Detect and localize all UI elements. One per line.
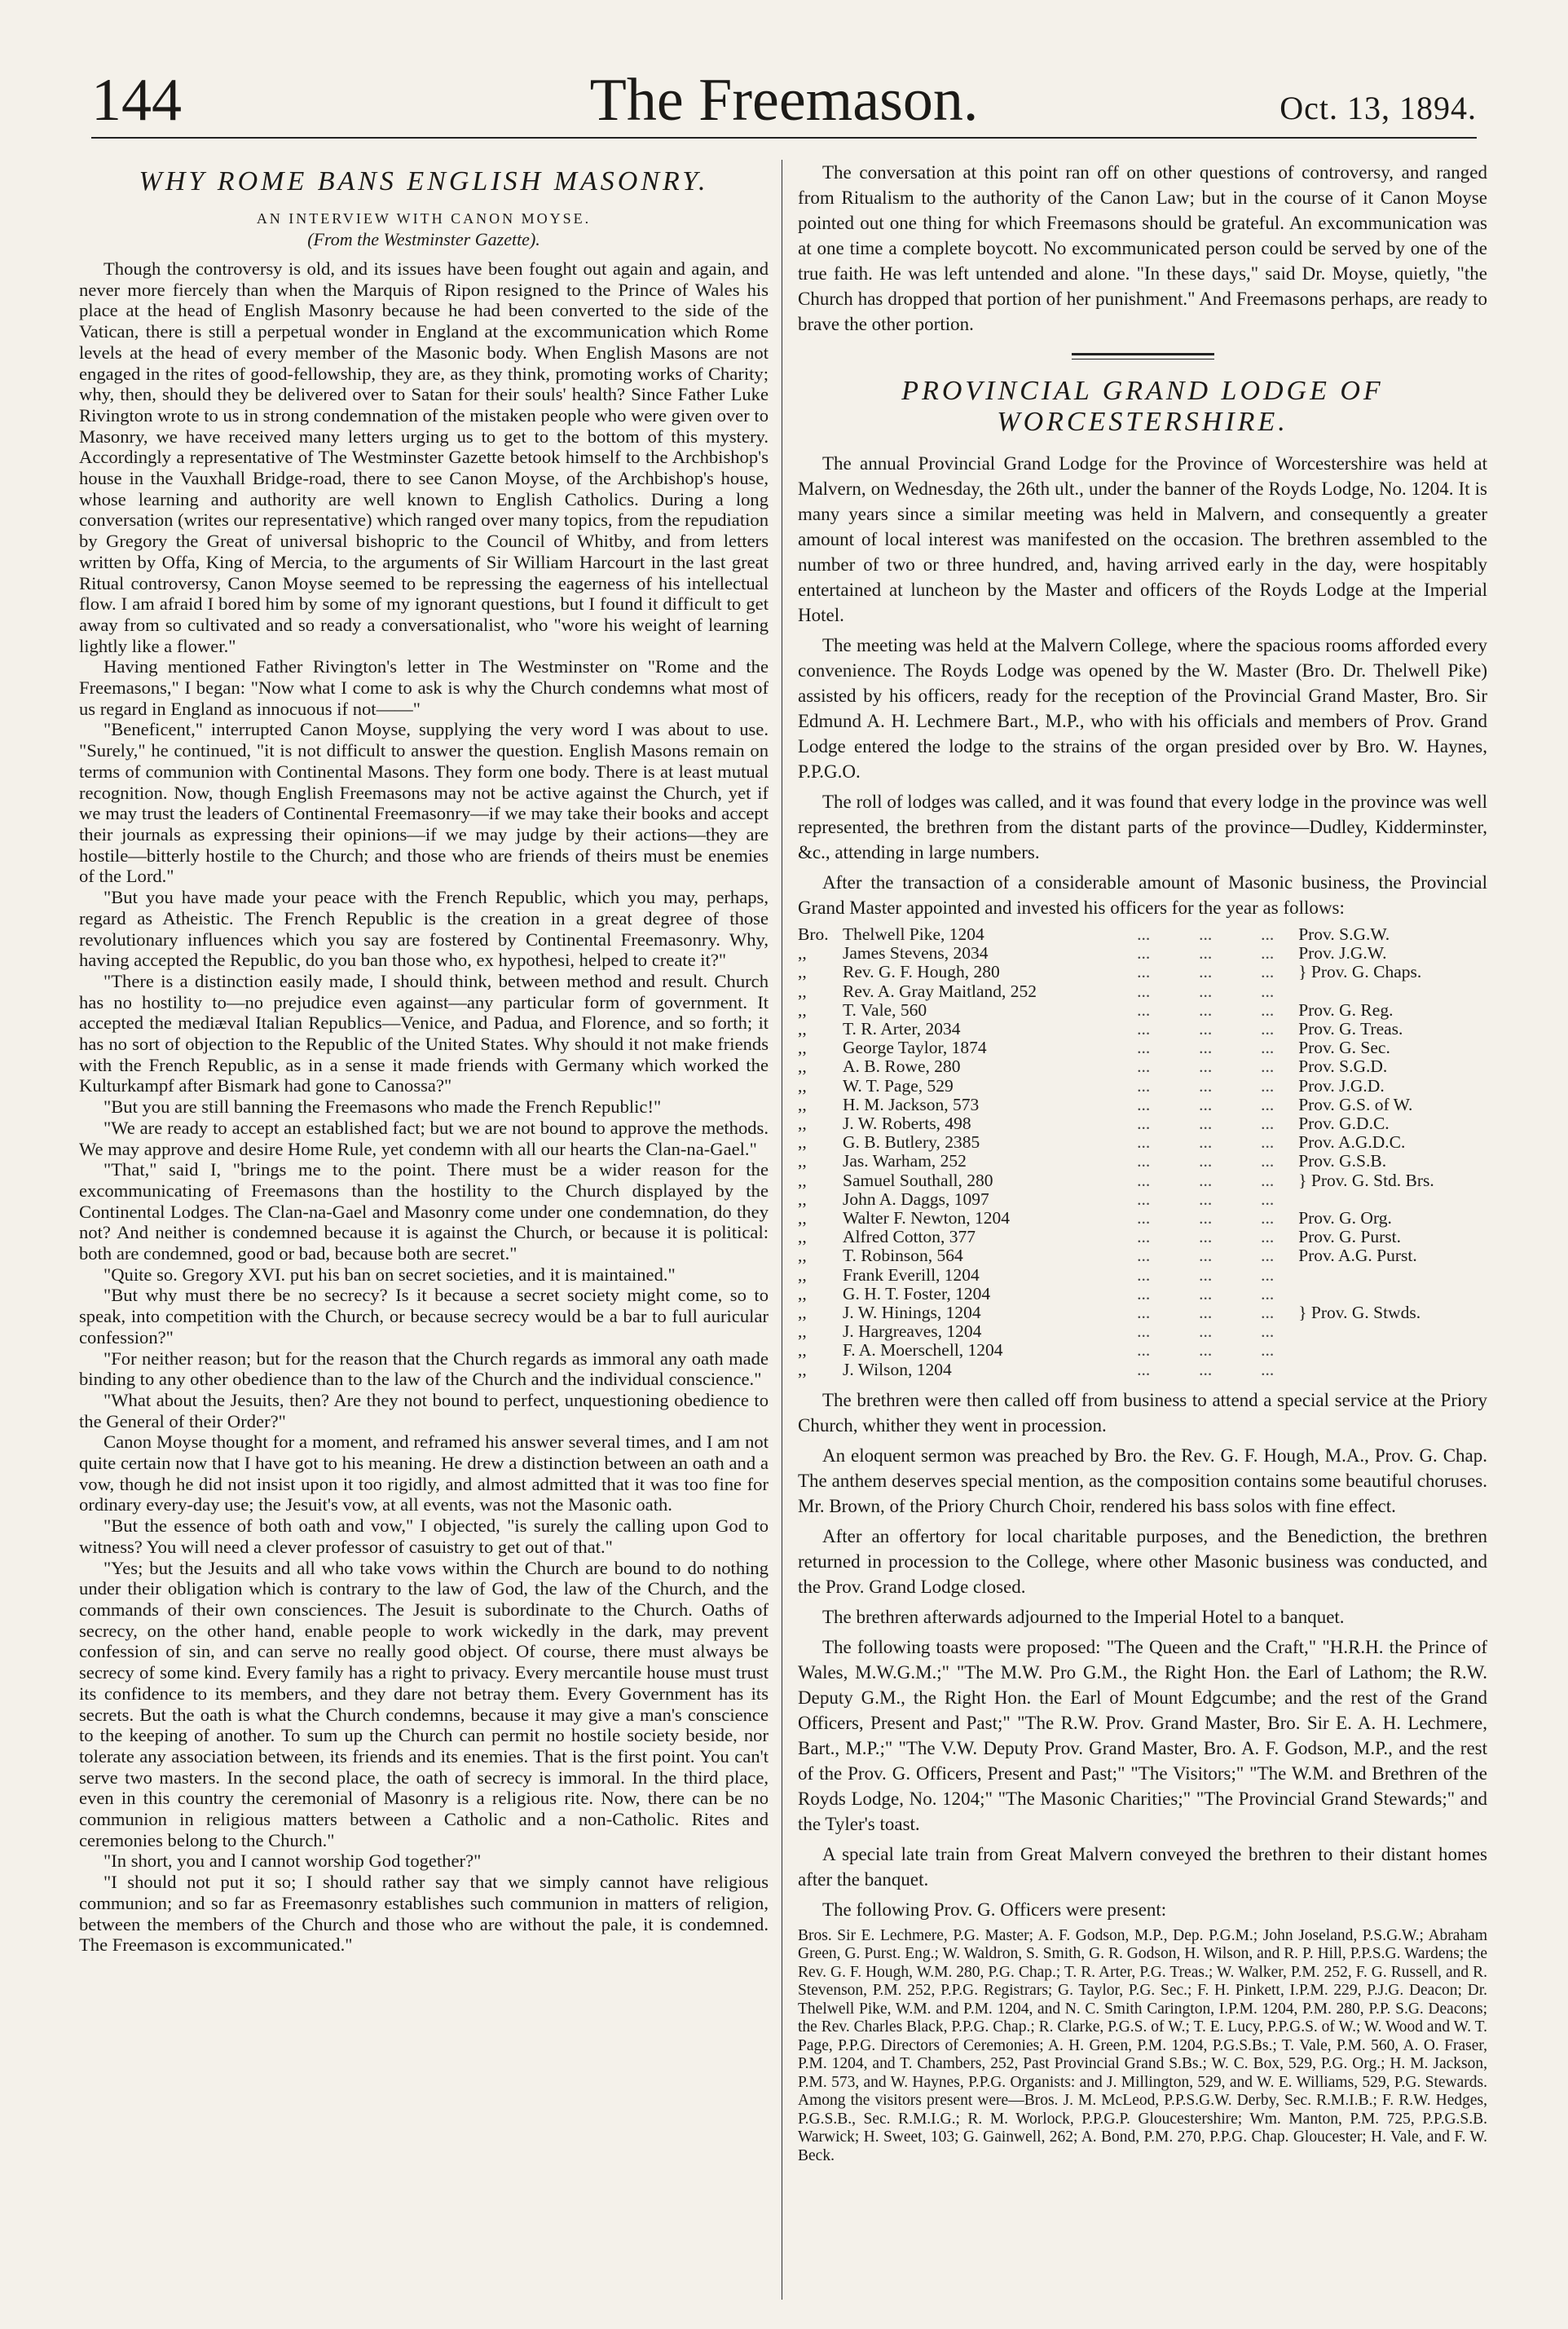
officer-office: Prov. A.G.D.C. bbox=[1298, 1132, 1406, 1153]
leader-dots: ... bbox=[1137, 981, 1151, 1001]
leader-dots: ... bbox=[1199, 1246, 1213, 1266]
leader-dots: ... bbox=[1137, 1264, 1151, 1285]
officer-row bbox=[798, 1133, 1487, 1152]
publication-title: The Freemason. bbox=[589, 67, 979, 134]
leader-dots: ... bbox=[1199, 1132, 1213, 1153]
officer-name: T. Robinson, 564 bbox=[843, 1246, 963, 1266]
officer-name: G. H. T. Foster, 1204 bbox=[843, 1283, 991, 1303]
officer-name: J. Wilson, 1204 bbox=[843, 1359, 952, 1379]
officer-office bbox=[1298, 1341, 1487, 1360]
officer-prefix: ,, bbox=[798, 1321, 807, 1342]
officer-row bbox=[798, 1190, 1487, 1209]
officer-office: } Prov. G. Std. Brs. bbox=[1298, 1170, 1434, 1190]
right-column bbox=[798, 160, 1487, 2300]
leader-dots: ... bbox=[1261, 943, 1275, 964]
officer-row bbox=[798, 1361, 1487, 1379]
officer-row bbox=[798, 1114, 1487, 1133]
report-paragraph: After the transaction of a considerable amount of Masonic business, the Provincial Grand Master appointed and invested his officers for the year as follows: bbox=[798, 872, 1487, 918]
officer-row bbox=[798, 1152, 1487, 1171]
officer-row bbox=[798, 1228, 1487, 1246]
report-paragraph: The following Prov. G. Officers were present: bbox=[822, 1899, 1167, 1920]
officer-office: Prov. J.G.W. bbox=[1298, 943, 1387, 964]
article-paragraph: "But the essence of both oath and vow," I objected, "is surely the calling upon God to witness? You will need a clever professor of casuistry to get out of that." bbox=[79, 1515, 769, 1557]
leader-dots: ... bbox=[1137, 1094, 1151, 1114]
officer-row bbox=[798, 963, 1487, 981]
leader-dots: ... bbox=[1137, 1321, 1151, 1342]
officer-prefix: ,, bbox=[798, 1264, 807, 1285]
officer-prefix: ,, bbox=[798, 1189, 807, 1209]
article-heading: WHY ROME BANS ENGLISH MASONRY. bbox=[139, 166, 709, 196]
leader-dots: ... bbox=[1261, 1038, 1275, 1058]
officer-name: J. Hargreaves, 1204 bbox=[843, 1321, 982, 1342]
present-officers-list: Bros. Sir E. Lechmere, P.G. Master; A. F. Godson, M.P., Dep. P.G.M.; John Joseland, P.S.G.W.; Abraham Green, G. Purst. Eng.; W. Waldron, S. Smith, G. R. Godson, H. Wilson, and R. P. Hill, P.P.S.G. Wardens; the Rev. G. F. Hough, W.M. 280, P.G. Chap.; T. R. Arter, P.G. Treas.; W. Walker, P.M. 252, F. G. Russell, and R. Stevenson, P.M. 252, P.P.G. Registrars; G. Taylor, P.G. Sec.; F. H. Pinkett, I.P.M. 229, P.J.G. Deacon; Dr. Thelwell Pike, W.M. and P.M. 1204, and N. C. Smith Carington, I.P.M. 1204, P.M. 280, P.P. S.G. Deacons; the Rev. Charles Black, P.P.G. Chap.; R. Clarke, P.G.S. of W.; T. E. Lucy, P.P.G.S. of W.; W. Wood and W. T. Page, P.P.G. Directors of Ceremonies; A. H. Green, P.M. 1204, P.G.S.Bs.; T. Vale, P.M. 560, A. O. Fraser, P.M. 1204, and T. Chambers, 252, Past Provincial Grand S.Bs.; W. C. Box, 529, P.G. Org.; H. M. Jackson, P.M. 573, and W. Haynes, P.P.G. Organists: and J. Millington, 529, and W. E. Williams, 529, P.G. Stewards. Among the visitors present were—Bros. J. M. McLeod, P.P.S.G.W. Derby, Sec. R.M.I.B.; F. R.W. Hedges, P.G.S.B., Sec. R.M.I.G.; R. M. Worlock, P.P.G.P. Gloucestershire; Wm. Manton, P.M. 725, P.P.G.S.B. Warwick; H. Sweet, 103; G. Gainwell, 262; A. Bond, P.M. 270, P.P.G. Chap. Gloucester; H. Vale, and F. W. Beck. bbox=[798, 1926, 1487, 2164]
report-paragraph: A special late train from Great Malvern conveyed the brethren to their distant homes after the banquet. bbox=[798, 1843, 1487, 1890]
leader-dots: ... bbox=[1199, 1038, 1213, 1058]
report-paragraph: After an offertory for local charitable purposes, and the Benediction, the brethren returned in procession to the College, where other Masonic business was conducted, and the Prov. Grand Lodge closed. bbox=[798, 1525, 1487, 1597]
officer-name: F. A. Moerschell, 1204 bbox=[843, 1340, 1003, 1361]
officer-prefix: ,, bbox=[798, 1283, 807, 1303]
report-paragraph: The following toasts were proposed: "The Queen and the Craft," "H.R.H. the Prince of Wales, M.W.G.M.;" "The M.W. Pro G.M., the Right Hon. the Earl of Lathom; the R.W. Deputy G.M., the Right Hon. the Earl of Mount Edgcumbe; and the rest of the Grand Officers, Present and Past;" "The R.W. Prov. Grand Master, Bro. Sir E. A. H. Lechmere, Bart., M.P.;" "The V.W. Deputy Prov. Grand Master, Bro. A. F. Godson, M.P., and the rest of the Prov. G. Officers, Present and Past;" "The Visitors;" "The W.M. and Brethren of the Royds Lodge, No. 1204;" "The Masonic Charities;" "The Provincial Grand Stewards;" and the Tyler's toast. bbox=[798, 1636, 1487, 1834]
leader-dots: ... bbox=[1261, 1246, 1275, 1266]
report-paragraph: The annual Provincial Grand Lodge for the Province of Worcestershire was held at Malvern, on Wednesday, the 26th ult., under the banner of the Royds Lodge, No. 1204. It is many years since a similar meeting was held in Malvern, and consequently a greater amount of local interest was manifested on the occasion. The brethren assembled to the number of two or three hundred, and, having arrived early in the day, were hospitably entertained at luncheon by the Master and officers of the Royds Lodge at the Imperial Hotel. bbox=[798, 453, 1487, 625]
leader-dots: ... bbox=[1137, 1114, 1151, 1134]
leader-dots: ... bbox=[1199, 1227, 1213, 1247]
leader-dots: ... bbox=[1261, 1303, 1275, 1323]
article-paragraph: "That," said I, "brings me to the point. There must be a wider reason for the excommunicating of Freemasons than the hostility to the Church displayed by the Continental Lodges. The Clan-na-Gael and Masonry come under one condemnation, do they not? And neither is condemned because it is against the Church, or because it is political: both are condemned, good or bad, because both are secret." bbox=[79, 1159, 769, 1264]
leader-dots: ... bbox=[1199, 1359, 1213, 1379]
officer-office bbox=[1298, 1361, 1487, 1379]
leader-dots: ... bbox=[1261, 924, 1275, 944]
leader-dots: ... bbox=[1137, 1303, 1151, 1323]
leader-dots: ... bbox=[1199, 1264, 1213, 1285]
article-paragraph: "In short, you and I cannot worship God together?" bbox=[104, 1850, 482, 1872]
article-body bbox=[79, 258, 769, 1956]
officer-name: Samuel Southall, 280 bbox=[843, 1170, 993, 1190]
leader-dots: ... bbox=[1199, 1189, 1213, 1209]
leader-dots: ... bbox=[1261, 1227, 1275, 1247]
leader-dots: ... bbox=[1199, 1019, 1213, 1039]
officer-office: Prov. G. Reg. bbox=[1298, 999, 1394, 1020]
masthead bbox=[91, 55, 1477, 139]
officer-office: Prov. J.G.D. bbox=[1298, 1075, 1385, 1096]
leader-dots: ... bbox=[1199, 981, 1213, 1001]
left-column bbox=[79, 160, 769, 2300]
article-source: (From the Westminster Gazette). bbox=[307, 229, 540, 249]
officer-prefix: ,, bbox=[798, 1151, 807, 1171]
officer-office bbox=[1298, 1266, 1487, 1285]
article-paragraph: "There is a distinction easily made, I should think, between method and result. Church has no hostility to—no prejudice even against—any particular form of government. It accepted the mediæval Italian Republics—Venice, and Padua, and Florence, and so forth; it has no sort of objection to the Republic of the United States. Why should it not make friends with the French Republic, as in a sense it made friends with Germany which worked the Kulturkampf after Bismark had gone to Canossa?" bbox=[79, 970, 769, 1096]
officer-office: Prov. G.S.B. bbox=[1298, 1151, 1387, 1171]
article-paragraph: "But you are still banning the Freemasons who made the French Republic!" bbox=[104, 1096, 662, 1118]
leader-dots: ... bbox=[1261, 1170, 1275, 1190]
officer-row bbox=[798, 1020, 1487, 1039]
leader-dots: ... bbox=[1137, 1075, 1151, 1096]
article-paragraph: "For neither reason; but for the reason that the Church regards as immoral any oath made binding to any other obedience than to the law of the Church and the individual conscience." bbox=[79, 1348, 769, 1390]
leader-dots: ... bbox=[1261, 1094, 1275, 1114]
leader-dots: ... bbox=[1137, 1283, 1151, 1303]
leader-dots: ... bbox=[1199, 1283, 1213, 1303]
leader-dots: ... bbox=[1261, 1132, 1275, 1153]
leader-dots: ... bbox=[1199, 999, 1213, 1020]
leader-dots: ... bbox=[1199, 1340, 1213, 1361]
officer-name: Walter F. Newton, 1204 bbox=[843, 1208, 1010, 1228]
officer-name: J. W. Hinings, 1204 bbox=[843, 1303, 981, 1323]
article-paragraph: "But you have made your peace with the French Republic, which you may, perhaps, regard as Atheistic. The French Republic is the creation in a great degree of those revolutionary influences which you say are fostered by Continental Freemasonry. Why, having accepted the Republic, do you ban those who, ex hypothesi, helped to create it?" bbox=[79, 887, 769, 971]
continued-paragraph: The conversation at this point ran off on other questions of controversy, and ranged from Ritualism to the authority of the Canon Law; but in the course of it Canon Moyse pointed out one thing for which Freemasons should be grateful. An excommunication was at one time a complete boycott. No excommunicated person could be served by one of the true faith. He was left untended and alone. "In these days," said Dr. Moyse, quietly, "the Church has dropped that portion of her punishment." And Freemasons perhaps, are ready to brave the other portion. bbox=[798, 162, 1487, 334]
officer-name: G. B. Butlery, 2385 bbox=[843, 1132, 980, 1153]
officer-name: Jas. Warham, 252 bbox=[843, 1151, 967, 1171]
article-paragraph: Canon Moyse thought for a moment, and reframed his answer several times, and I am not quite certain now that I have got to his meaning. He drew a distinction between an oath and a vow, though he did not insist upon it too rigidly, and almost admitted that it was too fine for ordinary every-day use; the Jesuit's vow, at all events, was not the Masonic oath. bbox=[79, 1431, 769, 1515]
leader-dots: ... bbox=[1199, 1303, 1213, 1323]
officer-name: W. T. Page, 529 bbox=[843, 1075, 954, 1096]
officer-office: Prov. S.G.D. bbox=[1298, 1056, 1388, 1077]
officer-office: Prov. G.S. of W. bbox=[1298, 1094, 1413, 1114]
leader-dots: ... bbox=[1137, 1132, 1151, 1153]
officer-row bbox=[798, 1322, 1487, 1341]
report-paragraph: An eloquent sermon was preached by Bro. the Rev. G. F. Hough, M.A., Prov. G. Chap. The anthem deserves special mention, as the composition contains some beautiful choruses. Mr. Brown, of the Priory Church Choir, rendered his bass solos with fine effect. bbox=[798, 1445, 1487, 1516]
leader-dots: ... bbox=[1261, 1075, 1275, 1096]
leader-dots: ... bbox=[1199, 924, 1213, 944]
officer-office: } Prov. G. Stwds. bbox=[1298, 1303, 1421, 1323]
officer-name: Alfred Cotton, 377 bbox=[843, 1227, 976, 1247]
leader-dots: ... bbox=[1137, 1056, 1151, 1077]
leader-dots: ... bbox=[1261, 1114, 1275, 1134]
leader-dots: ... bbox=[1261, 1340, 1275, 1361]
article-paragraph: Though the controversy is old, and its issues have been fought out again and again, and never more fiercely than when the Marquis of Ripon resigned to the Prince of Wales his place at the head of English Masonry because he had been converted to the side of the Vatican, there is still a perpetual wonder in England at the excommunication which Rome levels at the head of every member of the Masonic body. When English Masons are not engaged in the rites of good-fellowship, they are, as they think, promoting works of Charity; why, then, should they be delivered over to Satan for their souls' health? Since Father Luke Rivington wrote to us in strong condemnation of the mistaken people who were given over to Masonry, we have received many letters urging us to get to the bottom of this mystery. Accordingly a representative of The Westminster Gazette betook himself to the Archbishop's house in the Vauxhall Bridge-road, there to see Canon Moyse, of the Archbishop's house, whose learning and authority are well known to English Catholics. During a long conversation (writes our representative) which ranged over many topics, from the repudiation by Gregory the Great of universal bishopric to the Council of Whitby, and from letters written by Offa, King of Mercia, to the arguments of Sir William Harcourt in the last great Ritual controversy, Canon Moyse seemed to be repressing the eagerness of his intellectual flow. I am afraid I bored him by some of my ignorant questions, but I found it difficult to get away from so cultivated and so ready a conversationalist, who "wore his weight of learning lightly like a flower." bbox=[79, 258, 769, 656]
report-paragraph: The meeting was held at the Malvern College, where the spacious rooms afforded every convenience. The Royds Lodge was opened by the W. Master (Bro. Dr. Thelwell Pike) assisted by his officers, ready for the reception of the Provincial Grand Master, Bro. Sir Edmund A. H. Lechmere Bart., M.P., who with his officials and members of Prov. Grand Lodge entered the lodge to the strains of the organ presided over by Bro. W. Haynes, P.P.G.O. bbox=[798, 635, 1487, 782]
leader-dots: ... bbox=[1199, 1151, 1213, 1171]
leader-dots: ... bbox=[1199, 943, 1213, 964]
leader-dots: ... bbox=[1261, 1208, 1275, 1228]
officer-name: A. B. Rowe, 280 bbox=[843, 1056, 961, 1077]
leader-dots: ... bbox=[1137, 1170, 1151, 1190]
leader-dots: ... bbox=[1261, 962, 1275, 982]
leader-dots: ... bbox=[1261, 1359, 1275, 1379]
leader-dots: ... bbox=[1137, 1019, 1151, 1039]
officer-office bbox=[1298, 1190, 1487, 1209]
issue-date: Oct. 13, 1894. bbox=[1280, 90, 1477, 126]
officer-office: Prov. S.G.W. bbox=[1298, 924, 1390, 944]
officer-row bbox=[798, 1341, 1487, 1360]
leader-dots: ... bbox=[1137, 943, 1151, 964]
officer-name: T. Vale, 560 bbox=[843, 999, 927, 1020]
article-paragraph: "I should not put it so; I should rather say that we simply cannot have religious communion; and so far as Freemasonry establishes such communion in matters of religion, between the members of the Church and those who are without the pale, it is condemned. The Freemason is excommunicated." bbox=[79, 1872, 769, 1956]
officer-row bbox=[798, 1077, 1487, 1096]
officer-row bbox=[798, 1001, 1487, 1020]
officer-name: Rev. G. F. Hough, 280 bbox=[843, 962, 1000, 982]
officer-name: Frank Everill, 1204 bbox=[843, 1264, 980, 1285]
article-paragraph: "But why must there be no secrecy? Is it because a secret society might come, so to speak, into competition with the Church, or because secrecy would be a bar to full auricular confession?" bbox=[79, 1285, 769, 1348]
officer-prefix: ,, bbox=[798, 1227, 807, 1247]
section-divider bbox=[1072, 353, 1214, 359]
officer-row bbox=[798, 944, 1487, 963]
report-paragraph: The brethren afterwards adjourned to the Imperial Hotel to a banquet. bbox=[822, 1606, 1345, 1627]
leader-dots: ... bbox=[1261, 1283, 1275, 1303]
leader-dots: ... bbox=[1137, 1038, 1151, 1058]
article-paragraph: "Quite so. Gregory XVI. put his ban on secret societies, and it is maintained." bbox=[104, 1264, 676, 1285]
officer-prefix: ,, bbox=[798, 1019, 807, 1039]
officer-prefix: ,, bbox=[798, 943, 807, 964]
officer-row bbox=[798, 1171, 1487, 1190]
leader-dots: ... bbox=[1137, 1246, 1151, 1266]
report-body-intro bbox=[798, 451, 1487, 920]
leader-dots: ... bbox=[1261, 1264, 1275, 1285]
article-paragraph: "Yes; but the Jesuits and all who take vows within the Church are bound to do nothing under their obligation which is contrary to the law of God, the law of the Church, and the commands of their own consciences. The Jesuit is subordinate to the Church. Oaths of secrecy, on the other hand, enable people to work wickedly in the dark, may prevent confession of sin, and can serve no really good object. Of course, there must always be secrecy of some kind. Every family has a right to privacy. Every mercantile house must trust its confidence to its members, and they dare not betray them. Every Government has its secrets. But the oath is what the Church condemns, because it may give a man's conscience to the keeping of another. To sum up the Church can permit no hostile society beside, nor tolerate any association between, its friends and its enemies. That is the first point. You can't serve two masters. In the second place, the oath of secrecy is immoral. In the third place, even in this country the ceremonial of Masonry is a religious rite. Now, there can be no communion in religious matters between a Catholic and a non-Catholic. Rites and ceremonies belong to the Church." bbox=[79, 1557, 769, 1850]
officer-row bbox=[798, 1057, 1487, 1076]
leader-dots: ... bbox=[1199, 1114, 1213, 1134]
article-paragraph: Having mentioned Father Rivington's letter in The Westminster on "Rome and the Freemasons," I began: "Now what I come to ask is why the Church condemns what most of us regard in England as innocuous if not——" bbox=[79, 656, 769, 719]
leader-dots: ... bbox=[1137, 962, 1151, 982]
officer-name: J. W. Roberts, 498 bbox=[843, 1114, 971, 1134]
leader-dots: ... bbox=[1137, 924, 1151, 944]
officer-office: Prov. G. Org. bbox=[1298, 1208, 1392, 1228]
leader-dots: ... bbox=[1137, 1359, 1151, 1379]
officer-prefix: ,, bbox=[798, 1303, 807, 1323]
officer-prefix: ,, bbox=[798, 1208, 807, 1228]
officer-name: George Taylor, 1874 bbox=[843, 1038, 987, 1058]
officer-row bbox=[798, 1096, 1487, 1114]
leader-dots: ... bbox=[1137, 999, 1151, 1020]
leader-dots: ... bbox=[1199, 1208, 1213, 1228]
article-subtitle: AN INTERVIEW WITH CANON MOYSE. bbox=[256, 210, 592, 227]
present-officers-block bbox=[798, 1927, 1487, 2166]
officer-office: Prov. G.D.C. bbox=[1298, 1114, 1390, 1134]
officer-name: Thelwell Pike, 1204 bbox=[843, 924, 984, 944]
leader-dots: ... bbox=[1261, 1019, 1275, 1039]
officer-prefix: ,, bbox=[798, 1359, 807, 1379]
officer-row bbox=[798, 1285, 1487, 1303]
leader-dots: ... bbox=[1137, 1208, 1151, 1228]
officer-name: Rev. A. Gray Maitland, 252 bbox=[843, 981, 1037, 1001]
leader-dots: ... bbox=[1261, 1056, 1275, 1077]
officer-row bbox=[798, 925, 1487, 944]
officer-office bbox=[1298, 1322, 1487, 1341]
officer-row bbox=[798, 1246, 1487, 1265]
leader-dots: ... bbox=[1261, 1189, 1275, 1209]
officer-prefix: ,, bbox=[798, 1170, 807, 1190]
article-paragraph: "We are ready to accept an established fact; but we are not bound to approve the methods. We may approve and desire Home Rule, yet condemn with all our hearts the Clan-na-Gael." bbox=[79, 1117, 769, 1159]
leader-dots: ... bbox=[1137, 1189, 1151, 1209]
officer-prefix: ,, bbox=[798, 962, 807, 982]
officer-prefix: ,, bbox=[798, 1075, 807, 1096]
officer-row bbox=[798, 982, 1487, 1001]
officer-office: } Prov. G. Chaps. bbox=[1298, 962, 1422, 982]
officers-table bbox=[798, 925, 1487, 1379]
leader-dots: ... bbox=[1199, 962, 1213, 982]
officer-prefix: ,, bbox=[798, 1246, 807, 1266]
officer-prefix: Bro. bbox=[798, 924, 829, 944]
article-paragraph: "What about the Jesuits, then? Are they not bound to perfect, unquestioning obedience to the General of their Order?" bbox=[79, 1389, 769, 1431]
leader-dots: ... bbox=[1137, 1151, 1151, 1171]
leader-dots: ... bbox=[1199, 1321, 1213, 1342]
officer-office: Prov. G. Treas. bbox=[1298, 1019, 1403, 1039]
leader-dots: ... bbox=[1261, 999, 1275, 1020]
officer-prefix: ,, bbox=[798, 1340, 807, 1361]
report-body-continued bbox=[798, 1387, 1487, 1922]
leader-dots: ... bbox=[1199, 1094, 1213, 1114]
leader-dots: ... bbox=[1199, 1075, 1213, 1096]
page-number: 144 bbox=[91, 67, 182, 134]
leader-dots: ... bbox=[1261, 981, 1275, 1001]
officer-name: James Stevens, 2034 bbox=[843, 943, 989, 964]
officer-name: H. M. Jackson, 573 bbox=[843, 1094, 980, 1114]
leader-dots: ... bbox=[1261, 1151, 1275, 1171]
officer-row bbox=[798, 1039, 1487, 1057]
lodge-report-heading: PROVINCIAL GRAND LODGE OF WORCESTERSHIRE. bbox=[901, 376, 1384, 437]
officer-office bbox=[1298, 1285, 1487, 1303]
officer-office: Prov. A.G. Purst. bbox=[1298, 1246, 1417, 1266]
officer-prefix: ,, bbox=[798, 1094, 807, 1114]
officer-row bbox=[798, 1209, 1487, 1228]
leader-dots: ... bbox=[1261, 1321, 1275, 1342]
officer-office bbox=[1298, 982, 1487, 1001]
officer-office: Prov. G. Sec. bbox=[1298, 1038, 1390, 1058]
officer-row bbox=[798, 1266, 1487, 1285]
officer-prefix: ,, bbox=[798, 1056, 807, 1077]
officer-name: John A. Daggs, 1097 bbox=[843, 1189, 989, 1209]
article-paragraph: "Beneficent," interrupted Canon Moyse, supplying the very word I was about to use. "Surely," he continued, "it is not difficult to answer the question. English Masons remain on terms of communion with Continental Masons. They form one body. There is at least mutual recognition. Now, though English Freemasons may not be active against the Church, yet if we may trust the leaders of Continental Freemasonry—if we may take their books and accept their journals as expressing their opinions—if we may judge by their actions—they are hostile—bitterly hostile to the Church; and those who are friends of theirs must be enemies of the Lord." bbox=[79, 719, 769, 887]
officer-office: Prov. G. Purst. bbox=[1298, 1227, 1402, 1247]
leader-dots: ... bbox=[1137, 1227, 1151, 1247]
report-paragraph: The roll of lodges was called, and it was found that every lodge in the province was well represented, the brethren from the distant parts of the province—Dudley, Kidderminster, &c., attending in large numbers. bbox=[798, 792, 1487, 862]
officer-prefix: ,, bbox=[798, 999, 807, 1020]
officer-prefix: ,, bbox=[798, 1114, 807, 1134]
officer-row bbox=[798, 1303, 1487, 1322]
leader-dots: ... bbox=[1199, 1170, 1213, 1190]
leader-dots: ... bbox=[1199, 1056, 1213, 1077]
officer-name: T. R. Arter, 2034 bbox=[843, 1019, 961, 1039]
officer-prefix: ,, bbox=[798, 981, 807, 1001]
leader-dots: ... bbox=[1137, 1340, 1151, 1361]
officer-prefix: ,, bbox=[798, 1132, 807, 1153]
report-paragraph: The brethren were then called off from business to attend a special service at the Priory Church, whither they went in procession. bbox=[798, 1389, 1487, 1436]
officer-prefix: ,, bbox=[798, 1038, 807, 1058]
